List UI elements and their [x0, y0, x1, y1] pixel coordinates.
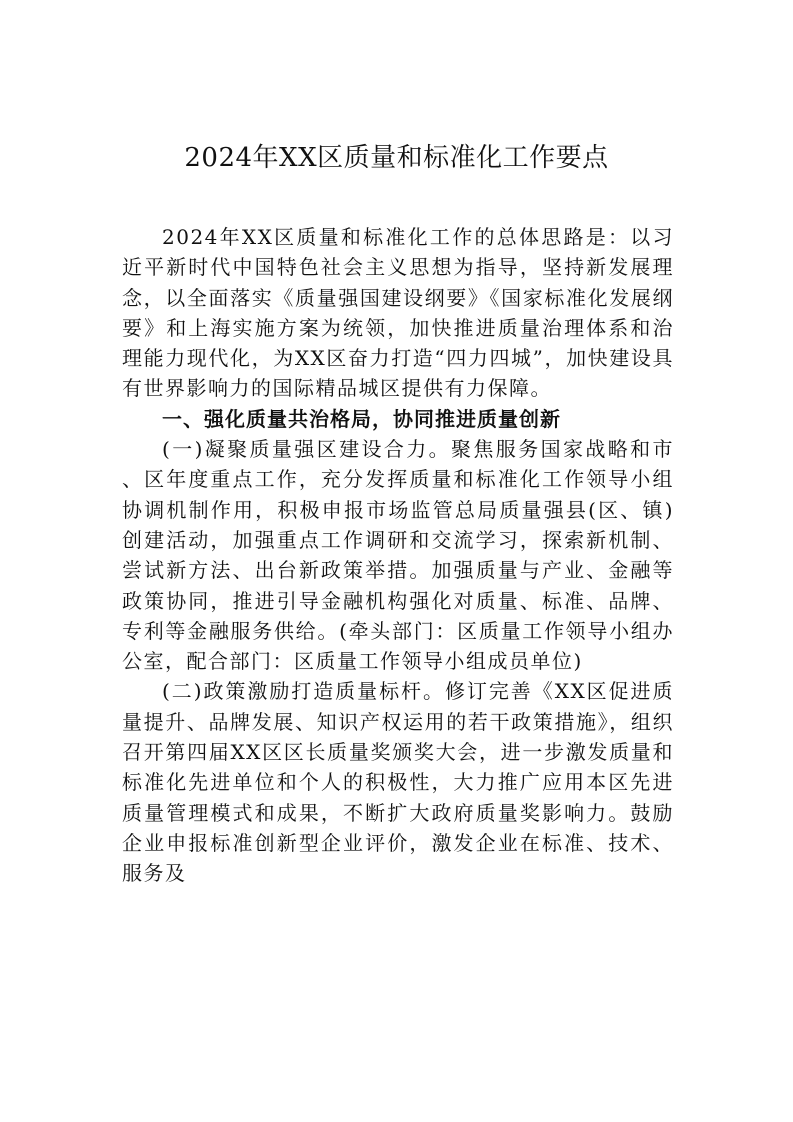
item-text-1: 聚焦服务国家战略和市、区年度重点工作，充分发挥质量和标准化工作领导小组协调机制作用，积极申报市场监管总局质量强县(区、镇)创建活动，加强重点工作调研和交流学习，探索新机制、尝试新方法、出台新政策举措。加强质量与产业、金融等政策协同，推进引导金融机构强化对质量、标准、品牌、专利等金融服务供给。(牵头部门：区质量工作领导小组办公室，配合部门：区质量工作领导小组成员单位): [122, 437, 675, 674]
item-label-2: (二)政策激励打造质量标杆。: [162, 679, 445, 704]
item-text-2: 修订完善《XX区促进质量提升、品牌发展、知识产权运用的若干政策措施》，组织召开第四届XX区区长质量奖颁奖大会，进一步激发质量和标准化先进单位和个人的积极性，大力推广应用本区先进质量管理模式和成果，不断扩大政府质量奖影响力。鼓励企业申报标准创新型企业评价，激发企业在标准、技术、服务及: [122, 679, 675, 886]
document-title: 2024年XX区质量和标准化工作要点: [184, 143, 609, 173]
item-paragraph-1: [122, 434, 674, 676]
section-heading-1: 一、强化质量共治格局，协同推进质量创新: [162, 406, 561, 431]
item-label-1: (一)凝聚质量强区建设合力。: [162, 437, 452, 462]
item-paragraph-2: [122, 676, 674, 888]
document-body: [122, 222, 674, 889]
intro-paragraph: 2024年XX区质量和标准化工作的总体思路是：以习近平新时代中国特色社会主义思想为指导，坚持新发展理念，以全面落实《质量强国建设纲要》《国家标准化发展纲要》和上海实施方案为统领，加快推进质量治理体系和治理能力现代化，为XX区奋力打造“四力四城”，加快建设具有世界影响力的国际精品城区提供有力保障。: [122, 225, 674, 401]
